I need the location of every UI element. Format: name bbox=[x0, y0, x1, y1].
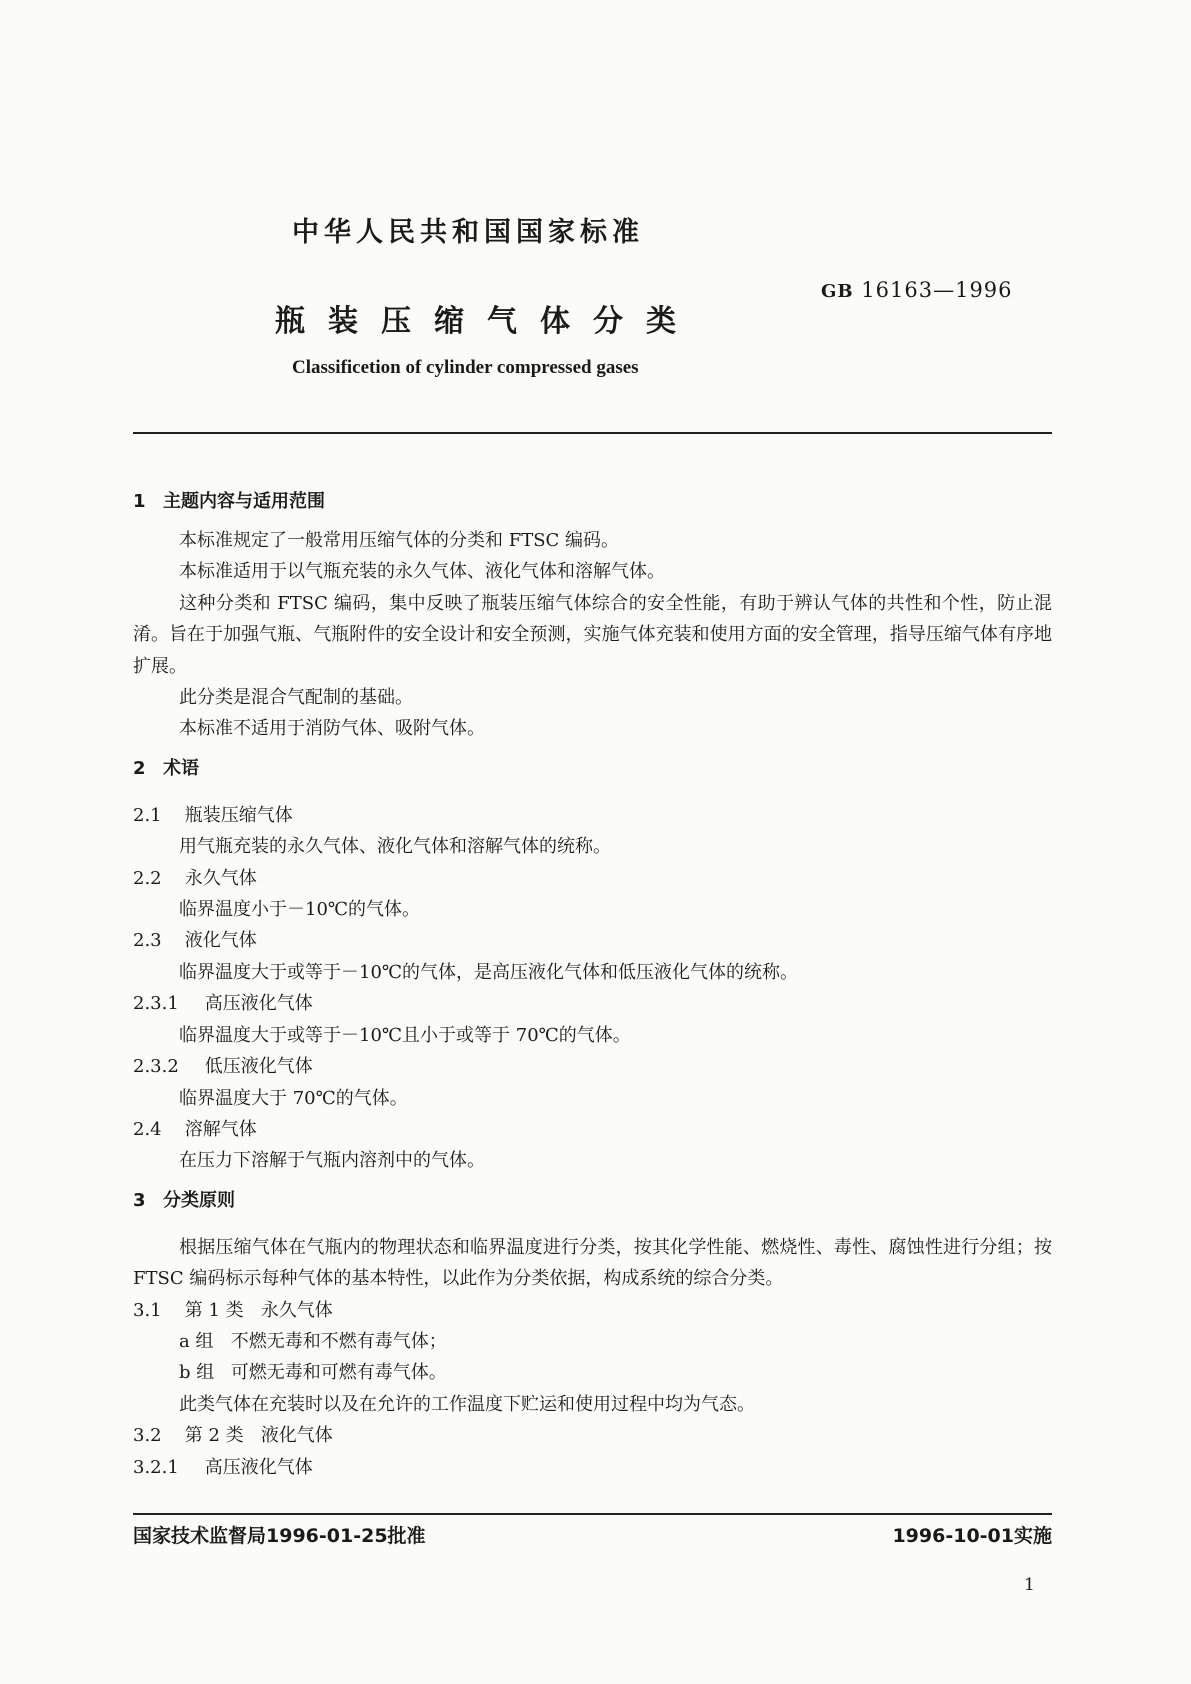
paragraph: 本标准不适用于消防气体、吸附气体。 bbox=[179, 718, 485, 740]
term-2-3-1: 2.3.1 高压液化气体 bbox=[133, 993, 313, 1015]
term-2-4: 2.4 溶解气体 bbox=[133, 1118, 257, 1140]
title-cn: 瓶装压缩气体分类 bbox=[275, 304, 699, 339]
term-2-3: 2.3 液化气体 bbox=[133, 930, 257, 952]
clause-3-1: 3.1 第 1 类 永久气体 bbox=[133, 1299, 333, 1321]
doc-code-prefix: GB bbox=[821, 281, 854, 302]
term-definition: 临界温度大于 70℃的气体。 bbox=[179, 1087, 408, 1109]
section-1-heading: 1 主题内容与适用范围 bbox=[133, 491, 325, 512]
clause-3-2: 3.2 第 2 类 液化气体 bbox=[133, 1425, 333, 1447]
paragraph: 本标准适用于以气瓶充装的永久气体、液化气体和溶解气体。 bbox=[179, 561, 665, 583]
title-en: Classificetion of cylinder compressed gases bbox=[292, 357, 639, 378]
clause-3-2-1: 3.2.1 高压液化气体 bbox=[133, 1456, 313, 1478]
paragraph: 这种分类和 FTSC 编码，集中反映了瓶装压缩气体综合的安全性能，有助于辨认气体的共性和个性，防止混淆。旨在于加强气瓶、气瓶附件的安全设计和安全预测，实施气体充装和使用方面的安全管理，指导压缩气体有序地扩展。 bbox=[133, 592, 1052, 677]
term-2-2: 2.2 永久气体 bbox=[133, 867, 257, 889]
doc-code-number: 16163—1996 bbox=[861, 278, 1013, 302]
term-definition: 临界温度大于或等于－10℃的气体，是高压液化气体和低压液化气体的统称。 bbox=[179, 961, 799, 983]
document-body bbox=[133, 486, 1052, 1483]
group-b: b 组 可燃无毒和可燃有毒气体。 bbox=[179, 1362, 447, 1384]
paragraph: 根据压缩气体在气瓶内的物理状态和临界温度进行分类，按其化学性能、燃烧性、毒性、腐蚀性进行分组；按 FTSC 编码标示每种气体的基本特性，以此作为分类依据，构成系统的综合分类。 bbox=[133, 1236, 1052, 1290]
paragraph: 本标准规定了一般常用压缩气体的分类和 FTSC 编码。 bbox=[179, 530, 620, 551]
section-3-heading: 3 分类原则 bbox=[133, 1189, 235, 1211]
term-definition: 临界温度大于或等于－10℃且小于或等于 70℃的气体。 bbox=[179, 1024, 631, 1046]
term-definition: 临界温度小于－10℃的气体。 bbox=[179, 899, 421, 921]
approval-line: 国家技术监督局1996-01-25批准 bbox=[133, 1525, 426, 1547]
effective-date: 1996-10-01实施 bbox=[892, 1525, 1052, 1547]
header-org: 中华人民共和国国家标准 bbox=[292, 217, 644, 248]
term-2-1: 2.1 瓶装压缩气体 bbox=[133, 804, 293, 826]
term-definition: 用气瓶充装的永久气体、液化气体和溶解气体的统称。 bbox=[179, 836, 611, 858]
paragraph: 此分类是混合气配制的基础。 bbox=[179, 687, 413, 709]
section-2-heading: 2 术语 bbox=[133, 757, 199, 779]
doc-code bbox=[821, 278, 1013, 302]
group-a: a 组 不燃无毒和不燃有毒气体； bbox=[179, 1330, 447, 1352]
page-number: 1 bbox=[1024, 1575, 1035, 1595]
clause-note: 此类气体在充装时以及在允许的工作温度下贮运和使用过程中均为气态。 bbox=[179, 1393, 755, 1415]
term-definition: 在压力下溶解于气瓶内溶剂中的气体。 bbox=[179, 1150, 485, 1172]
bottom-rule bbox=[133, 1513, 1052, 1515]
top-rule bbox=[133, 432, 1052, 434]
term-2-3-2: 2.3.2 低压液化气体 bbox=[133, 1056, 313, 1078]
